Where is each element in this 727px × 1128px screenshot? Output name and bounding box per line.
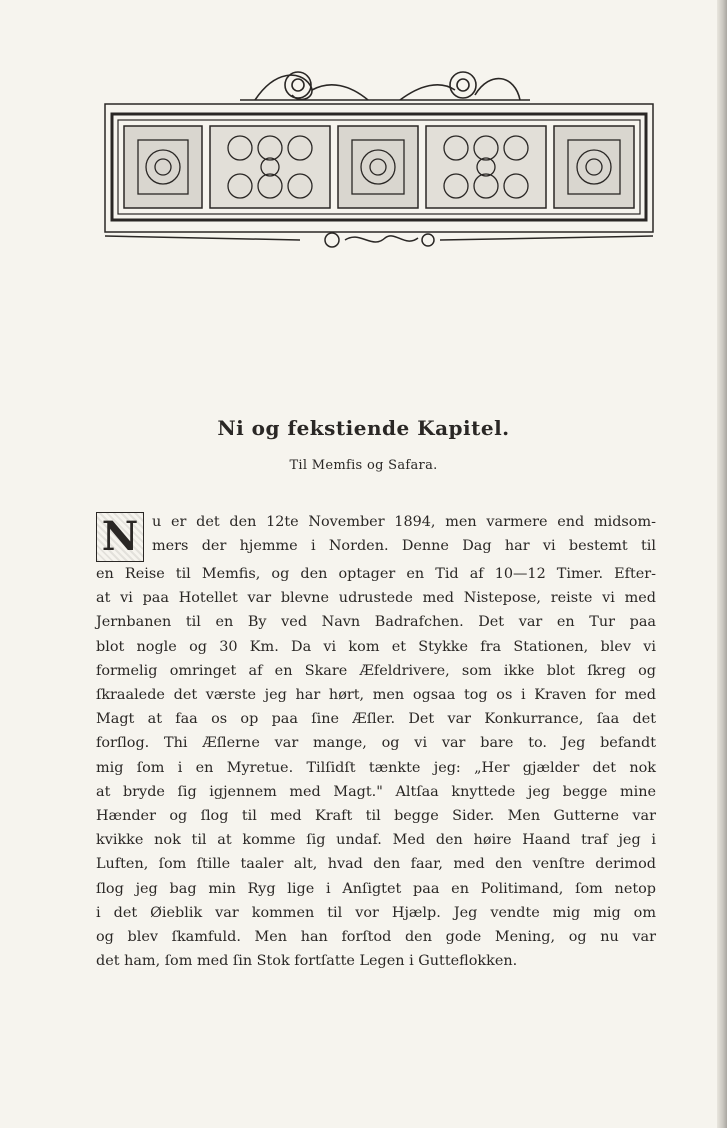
drop-cap	[96, 512, 144, 562]
top-flourish	[240, 72, 530, 100]
chapter-title: Ni og fekstiende Kapitel.	[217, 416, 510, 440]
text-line: ſkraalede det værste jeg har hørt, men ogsaa tog os i Kraven for med	[96, 687, 656, 704]
text-line: at vi paa Hotellet var blevne udrustede med Nistepose, reiste vi med	[96, 590, 656, 607]
page-edge	[717, 0, 727, 1128]
text-line: forſlog. Thi Æſlerne var mange, og vi var bare to. Jeg befandt	[96, 735, 656, 752]
text-line: at bryde ſig igjennem med Magt." Altſaa knyttede jeg begge mine	[96, 783, 656, 800]
decorative-header-border	[0, 0, 727, 260]
frame-panels	[124, 126, 634, 208]
text-line: mers der hjemme i Norden. Denne Dag har vi bestemt til	[152, 538, 656, 555]
text-line: blot nogle og 30 Km. Da vi kom et Stykke fra Stationen, blev vi	[96, 638, 656, 655]
text-line: Hænder og ſlog til med Kraft til begge Sider. Men Gutterne var	[96, 808, 656, 825]
text-line: en Reise til Memfis, og den optager en Tid af 10—12 Timer. Efter-	[96, 566, 656, 582]
text-line: Jernbanen til en By ved Navn Badrafchen. Det var en Tur paa	[96, 614, 656, 631]
chapter-subtitle: Til Memfis og Safara.	[289, 458, 438, 473]
text-line: og blev ſkamfuld. Men han forſtod den gode Mening, og nu var	[96, 929, 656, 946]
bottom-flourish	[105, 233, 653, 247]
text-line: u er det den 12te November 1894, men varmere end midsom-	[152, 514, 656, 530]
text-line: Luften, ſom ſtille taaler alt, hvad den faar, med den venſtre derimod	[96, 856, 656, 873]
text-line: det ham, ſom med ſin Stok fortſatte Legen i Gutteflokken.	[96, 953, 518, 970]
drop-cap-letter: N	[101, 513, 139, 560]
text-line: i det Øieblik var kommen til vor Hjælp. Jeg vendte mig mig om	[96, 904, 656, 921]
text-line: Magt at faa os op paa ſine Æſler. Det var Konkurrance, ſaa det	[96, 711, 656, 728]
text-line: ſlog jeg bag min Ryg lige i Anſigtet paa en Politimand, ſom netop	[96, 880, 656, 897]
body-text	[96, 510, 656, 973]
text-line: mig ſom i en Myretue. Tilſidſt tænkte jeg: „Her gjælder det nok	[96, 759, 656, 776]
text-line: kvikke nok til at komme ſig undaf. Med den høire Haand traf jeg i	[96, 832, 656, 849]
text-line: formelig omringet af en Skare Æfeldrivere, som ikke blot ſkreg og	[96, 662, 656, 679]
